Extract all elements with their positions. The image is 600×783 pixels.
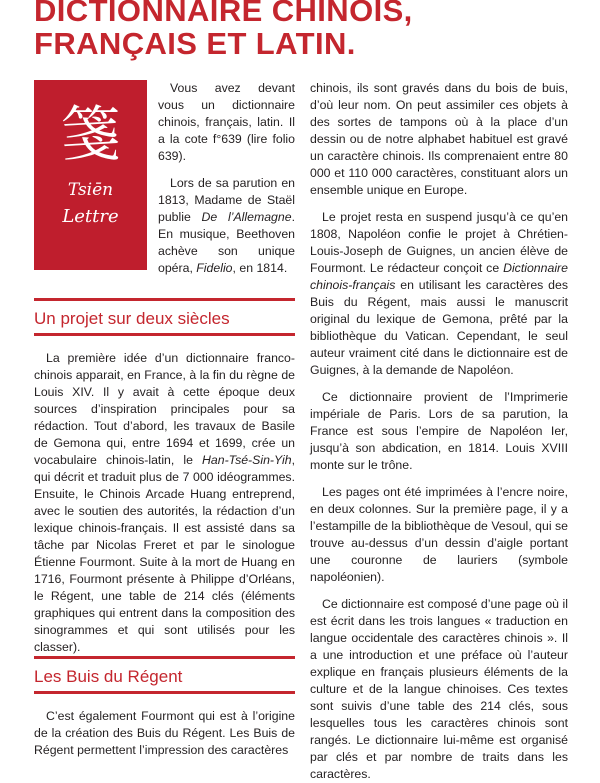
right-paragraph-3: Ce dictionnaire provient de l’Imprimerie impériale de Paris. Lors de sa parution, la France est sous l’empire de Napoléon Ier, jusqu’à son abdication, en 1814. Louis XVIII monte sur le trône. bbox=[310, 390, 568, 472]
right-p2-part2: en utilisant les caractères des Buis du Régent, mais aussi le manuscrit original du lexique de Gemona, prêté par la bibliothèque du Vatican. Cependant, le seul auteur vraiment cité dans le dictionnaire est de Guignes, à la demande de Napoléon. bbox=[310, 278, 568, 377]
intro-p2-part1: Lors de sa parution en 1813, Madame de Staël publie bbox=[158, 176, 295, 224]
section1-vocab-title: Han-Tsé-Sin-Yih bbox=[202, 453, 292, 467]
right-paragraph-4: Les pages ont été imprimées à l’encre noire, en deux colonnes. Sur la première page, il y a l’estampille de la bibliothèque de Vesoul, qui se trouve au-dessus d’un dessin d’aigle portant une couronne de lauriers (symbole napoléonien). bbox=[310, 485, 568, 584]
section-rule-bottom bbox=[34, 691, 295, 694]
logo-romanization: Tsiēn bbox=[67, 180, 114, 200]
section-heading: Un projet sur deux siècles bbox=[34, 309, 230, 328]
section-rule-bottom bbox=[34, 333, 295, 336]
intro-paragraph-1: Vous avez devant vous un dictionnaire chinois, français, latin. Il a la cote f°639 (lire folio 639). bbox=[158, 81, 295, 163]
section-rule-top bbox=[34, 298, 295, 301]
intro-p2-part3: , en 1814. bbox=[232, 261, 288, 275]
right-paragraph-5: Ce dictionnaire est composé d’une page où il est écrit dans les trois langues « traduction en langue occidentale des caractères chinois ». Il a une introduction et une préface où l’auteur explique en français plusieurs éléments de la culture et de la langue chinoises. Ces textes sont suivis d’une table des 214 clés, sous lesquelles tous les caractères chinois sont rangés. Le dictionnaire lui-même est organisé par clés et par nombre de traits dans les caractères. bbox=[310, 597, 568, 781]
calligraphy-logo bbox=[34, 80, 147, 270]
intro-paragraph-2 bbox=[158, 175, 295, 277]
intro-p2-part2: . En musique, Beethoven achève son unique opéra, bbox=[158, 210, 295, 275]
title-line-2: FRANÇAIS ET LATIN. bbox=[34, 26, 356, 61]
intro-p2-opera-title: Fidelio bbox=[196, 261, 233, 275]
right-paragraph-1: chinois, ils sont gravés dans du bois de buis, d’où leur nom. On peut assimiler ces objets à des sortes de tampons où à la place d’un dessin ou de notre alphabet habituel est gravé un caractère chinois. Ils comprenaient entre 80 000 et 110 000 caractères, constituant alors un ensemble unique en Europe. bbox=[310, 81, 568, 197]
section-heading: Les Buis du Régent bbox=[34, 667, 183, 686]
section1-text-part1: La première idée d’un dictionnaire franco-chinois apparait, en France, à la fin du règne de Louis XIV. Il y avait à cette époque deux sources d’inspiration principales pour sa rédaction. Tout d’abord, les travaux de Basile de Gemona qui, entre 1694 et 1699, crée un vocabulaire chinois-latin, le bbox=[34, 351, 295, 467]
section-buis bbox=[34, 656, 295, 759]
page-title bbox=[34, 0, 413, 60]
title-line-1: DICTIONNAIRE CHINOIS, bbox=[34, 0, 413, 28]
right-p2-dictionary-title: Dictionnaire chinois-français bbox=[310, 261, 568, 292]
intro-text bbox=[158, 80, 295, 277]
section-paragraph: C’est également Fourmont qui est à l’origine de la création des Buis du Régent. Les Buis de Régent permettent l’impression des caractères bbox=[34, 709, 295, 757]
section-rule-top bbox=[34, 656, 295, 659]
logo-translation: Lettre bbox=[62, 206, 119, 227]
section1-text-part2: , qui décrit et traduit plus de 7 000 idéogrammes. Ensuite, le Chinois Arcade Huang entreprend, avec le soutien des autorités, la rédaction d’un lexique chinois-français. Il est assisté dans sa tâche par Nicolas Freret et par le sinologue Étienne Fourmont. Suite à la mort de Huang en 1716, Fourmont présente à Philippe d’Orléans, le Régent, une table de 214 clés (éléments graphiques qui entrent dans la composition des sinogrammes et qui sont utilisés pour les classer). bbox=[34, 453, 295, 654]
right-p2-part1: Le projet resta en suspend jusqu’à ce qu’en 1808, Napoléon confie le projet à Chrétien-Louis-Joseph de Guignes, un ancien élève de Fourmont. Le rédacteur conçoit ce bbox=[310, 210, 568, 275]
calligraphy-glyph: 箋 bbox=[60, 100, 121, 170]
section-paragraph bbox=[34, 350, 295, 656]
intro-p2-book-title: De l’Allemagne bbox=[201, 210, 292, 224]
right-column bbox=[310, 80, 568, 783]
right-paragraph-2 bbox=[310, 209, 568, 379]
section-projet bbox=[34, 298, 295, 656]
